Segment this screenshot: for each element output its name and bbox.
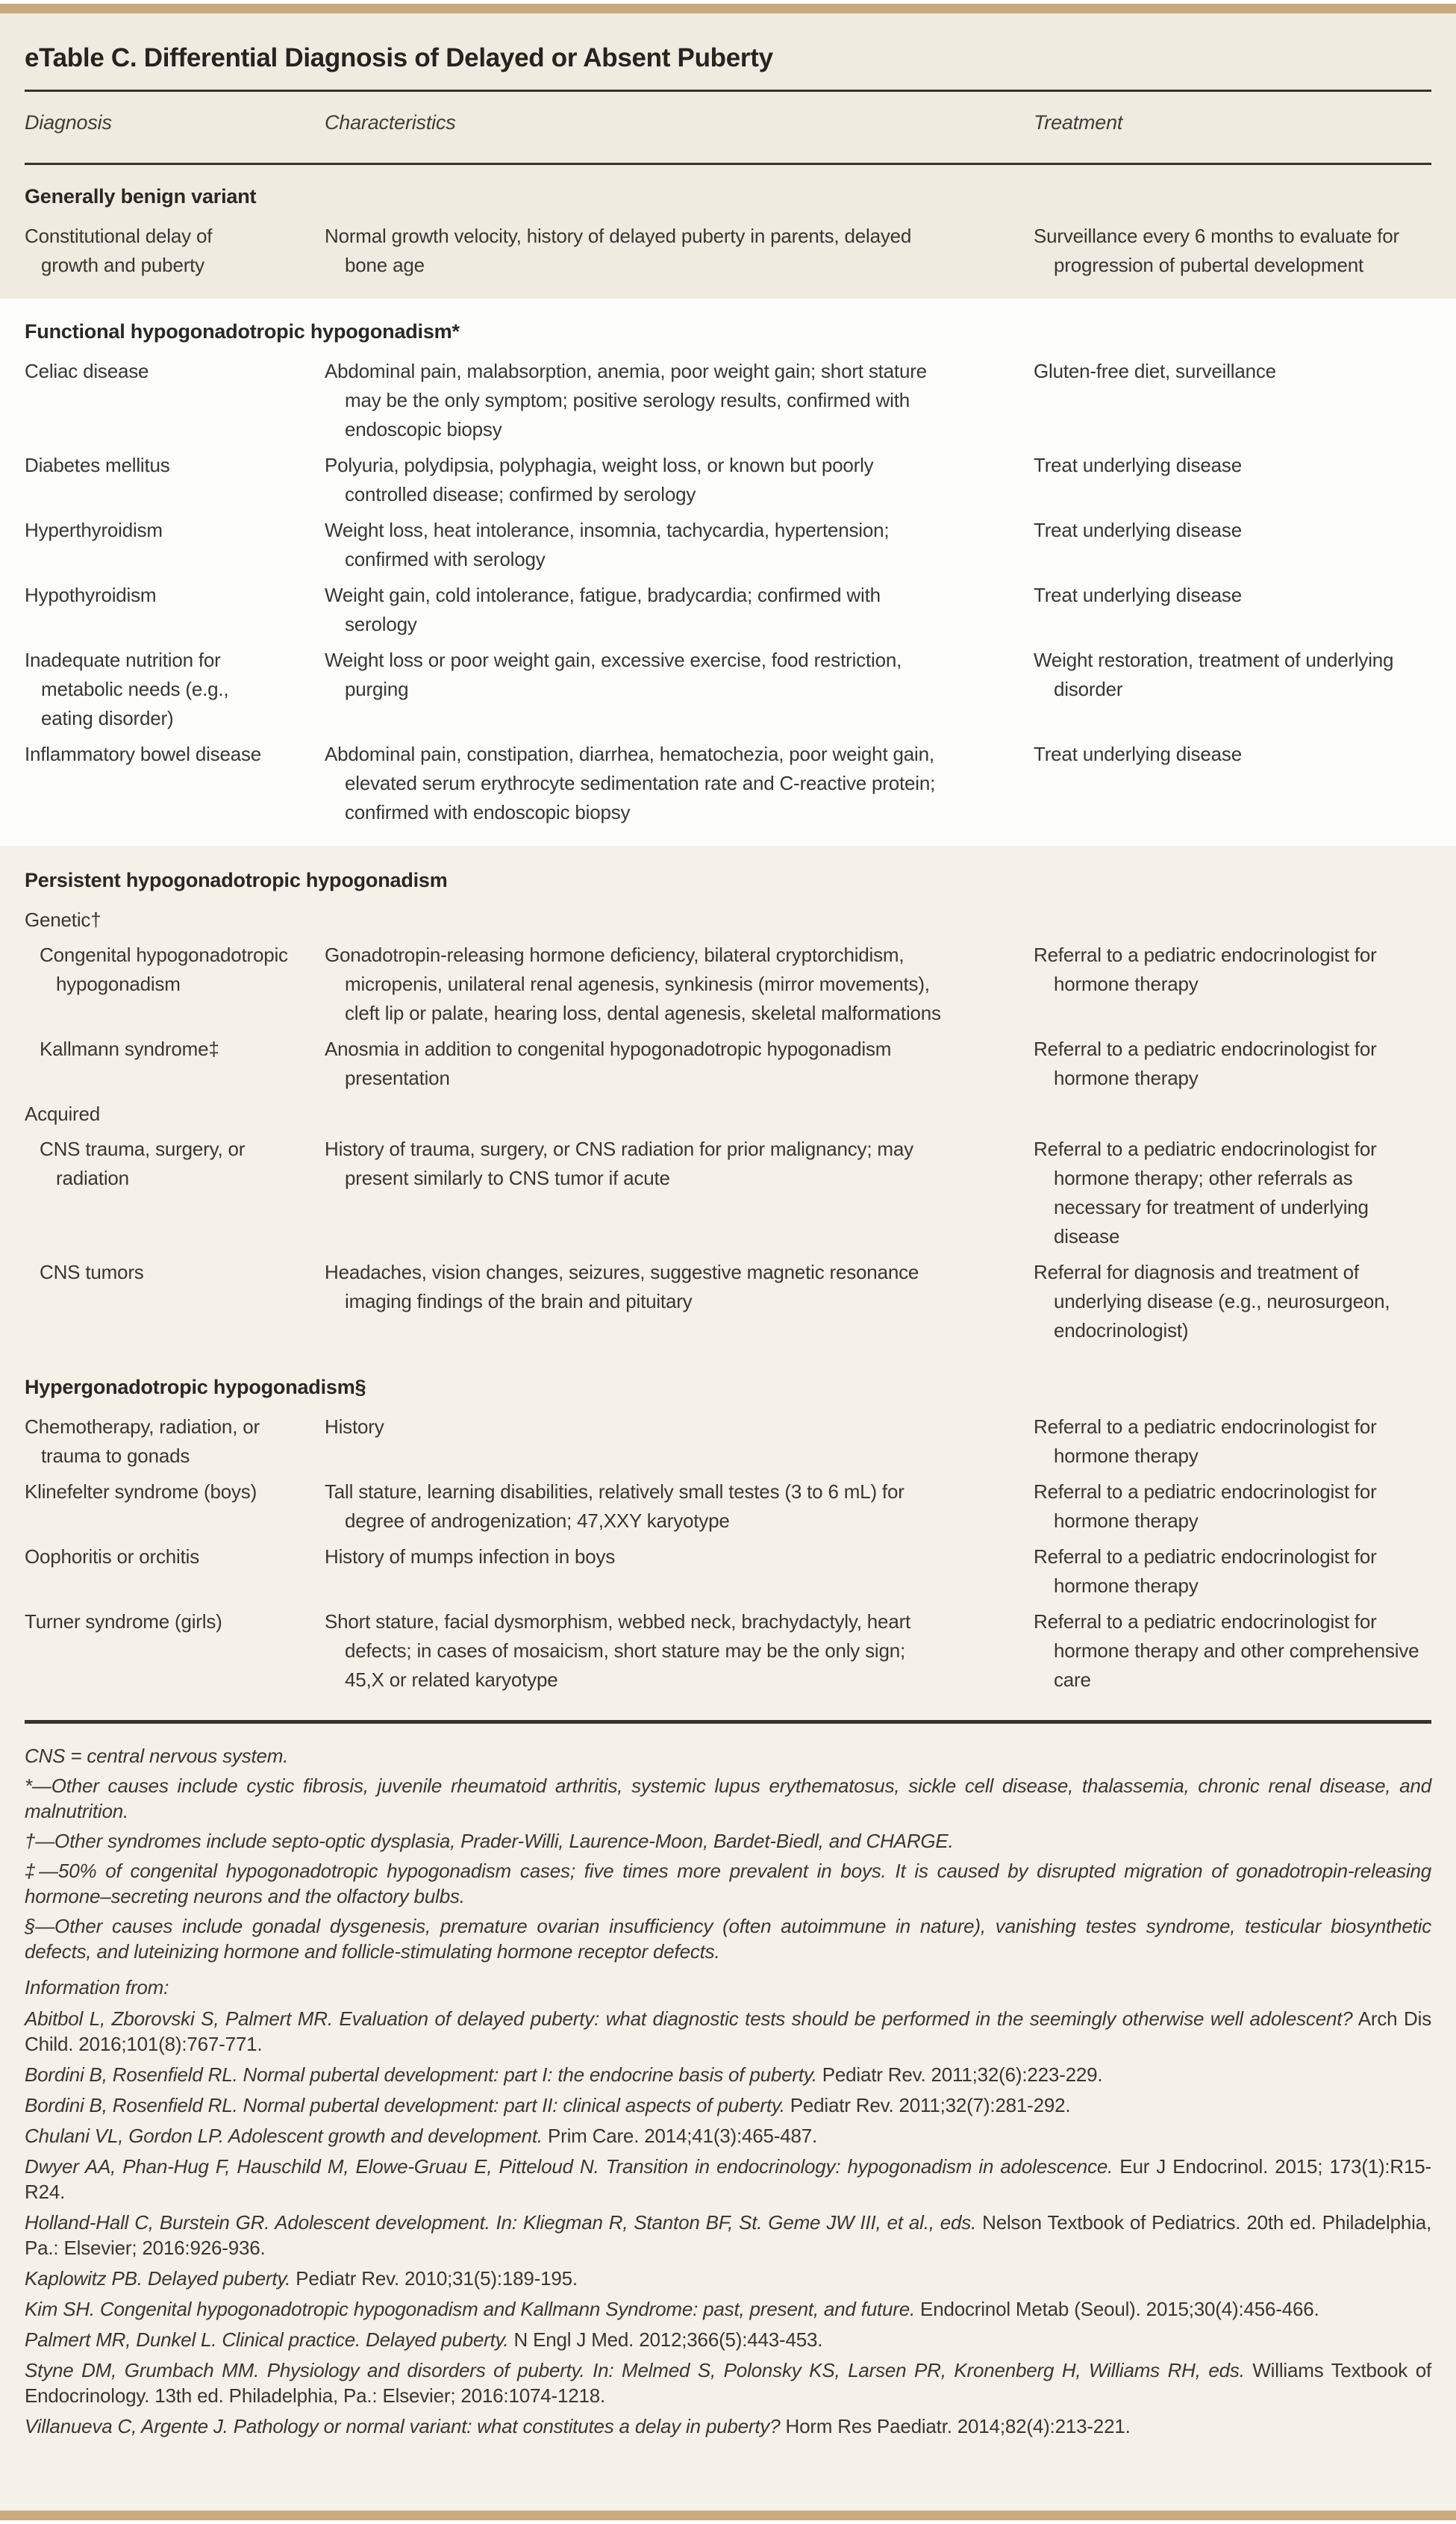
treatment-cell: Weight restoration, treatment of underlying disorder: [1034, 649, 1394, 700]
diagnosis-cell: Kallmann syndrome‡: [40, 1038, 219, 1060]
diagnosis-cell: CNS tumors: [40, 1261, 144, 1283]
diagnosis-cell: Inadequate nutrition for metabolic needs (e.g., eating disorder): [25, 649, 229, 729]
reference-item: Kim SH. Congenital hypogonadotropic hypogonadism and Kallmann Syndrome: past, present, and future. Endocrinol Metab (Seoul). 2015;30(4):456-466.: [25, 2298, 1319, 2320]
characteristics-cell: History of mumps infection in boys: [325, 1545, 616, 1568]
treatment-cell: Surveillance every 6 months to evaluate for progression of pubertal development: [1034, 225, 1399, 276]
diagnosis-cell: Congenital hypogonadotropic hypogonadism: [40, 944, 288, 995]
treatment-cell: Referral to a pediatric endocrinologist for hormone therapy and other comprehensive care: [1034, 1610, 1419, 1691]
column-header-characteristics: Characteristics: [325, 111, 456, 134]
table-row: [0, 740, 1456, 827]
header-rule: [25, 163, 1431, 165]
table-row: [0, 357, 1456, 444]
group-label-acquired: Acquired: [25, 1103, 101, 1125]
section-heading-benign-variant: Generally benign variant: [25, 185, 257, 208]
table-row: [0, 941, 1456, 1028]
treatment-cell: Referral to a pediatric endocrinologist for hormone therapy: [1034, 1480, 1377, 1532]
reference-item: Palmert MR, Dunkel L. Clinical practice. Delayed puberty. N Engl J Med. 2012;366(5):443-453.: [25, 2328, 823, 2351]
table-header-section: [0, 13, 1456, 299]
treatment-cell: Treat underlying disease: [1034, 743, 1242, 765]
characteristics-cell: Abdominal pain, constipation, diarrhea, hematochezia, poor weight gain, elevated serum erythrocyte sedimentation rate and C-reactive protein; confirmed with endoscopic biopsy: [325, 743, 936, 823]
group-label-genetic: Genetic†: [25, 909, 101, 931]
section-heading-functional: Functional hypogonadotropic hypogonadism*: [25, 320, 460, 343]
reference-item: Styne DM, Grumbach MM. Physiology and disorders of puberty. In: Melmed S, Polonsky KS, Larsen PR, Kronenberg H, Williams RH, eds. Williams Textbook of Endocrinology. 13th ed. Philadelphia, Pa.: Elsevier; 2016:1074-1218.: [25, 2359, 1431, 2407]
reference-item: Villanueva C, Argente J. Pathology or normal variant: what constitutes a delay in puberty? Horm Res Paediatr. 2014;82(4):213-221.: [25, 2415, 1131, 2437]
reference-item: Kaplowitz PB. Delayed puberty. Pediatr Rev. 2010;31(5):189-195.: [25, 2267, 578, 2290]
table-row: [0, 1412, 1456, 1471]
diagnosis-cell: Celiac disease: [25, 360, 149, 382]
diagnosis-cell: Oophoritis or orchitis: [25, 1545, 200, 1568]
information-from-label: Information from:: [25, 1976, 169, 1998]
diagnosis-cell: CNS trauma, surgery, or radiation: [40, 1138, 246, 1189]
reference-list: [0, 2006, 1456, 2439]
characteristics-cell: Tall stature, learning disabilities, relatively small testes (3 to 6 mL) for degree of androgenization; 47,XXY karyotype: [325, 1480, 904, 1532]
treatment-cell: Gluten-free diet, surveillance: [1034, 360, 1276, 382]
diagnosis-cell: Turner syndrome (girls): [25, 1610, 222, 1633]
footnote-section-mark: §—Other causes include gonadal dysgenesis, premature ovarian insufficiency (often autoimmune in nature), vanishing testes syndrome, testicular biosynthetic defects, and luteinizing hormone and follicle-stimulating hormone receptor defects.: [25, 1915, 1431, 1963]
treatment-cell: Referral to a pediatric endocrinologist for hormone therapy; other referrals as necessary for treatment of underlying disease: [1034, 1138, 1377, 1247]
diagnosis-cell: Hyperthyroidism: [25, 519, 163, 541]
bottom-border-band: [0, 2511, 1456, 2520]
table-row: [0, 222, 1456, 280]
treatment-cell: Referral to a pediatric endocrinologist for hormone therapy: [1034, 1038, 1377, 1089]
table-row: [0, 1135, 1456, 1251]
treatment-cell: Referral for diagnosis and treatment of underlying disease (e.g., neurosurgeon, endocrinologist): [1034, 1261, 1390, 1342]
footnote-rule: [25, 1720, 1431, 1724]
diagnosis-cell: Inflammatory bowel disease: [25, 743, 262, 765]
table-row: [0, 646, 1456, 733]
treatment-cell: Treat underlying disease: [1034, 519, 1242, 541]
characteristics-cell: History: [325, 1415, 384, 1438]
characteristics-cell: Headaches, vision changes, seizures, suggestive magnetic resonance imaging findings of the brain and pituitary: [325, 1261, 919, 1312]
column-header-row: [0, 92, 1456, 146]
characteristics-cell: Weight loss, heat intolerance, insomnia, tachycardia, hypertension; confirmed with serology: [325, 519, 890, 570]
treatment-cell: Treat underlying disease: [1034, 584, 1242, 606]
footnotes-block: [0, 1743, 1456, 2000]
diagnosis-cell: Hypothyroidism: [25, 584, 157, 606]
reference-item: Abitbol L, Zborovski S, Palmert MR. Evaluation of delayed puberty: what diagnostic tests should be performed in the seemingly otherwise well adolescent? Arch Dis Child. 2016;101(8):767-771.: [25, 2007, 1431, 2055]
table-row: [0, 516, 1456, 574]
section-heading-hypergonadotropic: Hypergonadotropic hypogonadism§: [25, 1376, 366, 1398]
table-row: [0, 451, 1456, 509]
reference-item: Chulani VL, Gordon LP. Adolescent growth and development. Prim Care. 2014;41(3):465-487.: [25, 2125, 818, 2147]
diagnosis-cell: Diabetes mellitus: [25, 454, 170, 476]
characteristics-cell: Polyuria, polydipsia, polyphagia, weight loss, or known but poorly controlled disease; confirmed by serology: [325, 454, 874, 505]
treatment-cell: Referral to a pediatric endocrinologist for hormone therapy: [1034, 944, 1377, 995]
diagnosis-cell: Klinefelter syndrome (boys): [25, 1480, 257, 1503]
reference-item: Bordini B, Rosenfield RL. Normal pubertal development: part II: clinical aspects of puberty. Pediatr Rev. 2011;32(7):281-292.: [25, 2094, 1071, 2116]
characteristics-cell: History of trauma, surgery, or CNS radiation for prior malignancy; may present similarly to CNS tumor if acute: [325, 1138, 913, 1189]
characteristics-cell: Weight loss or poor weight gain, excessive exercise, food restriction, purging: [325, 649, 902, 700]
section-heading-persistent: Persistent hypogonadotropic hypogonadism: [25, 869, 448, 891]
page-title: eTable C. Differential Diagnosis of Delayed or Absent Puberty: [25, 43, 773, 72]
table-row: [0, 1477, 1456, 1536]
treatment-cell: Referral to a pediatric endocrinologist for hormone therapy: [1034, 1545, 1377, 1597]
column-header-diagnosis: Diagnosis: [25, 111, 112, 134]
footnote-double-dagger: ‡—50% of congenital hypogonadotropic hypogonadism cases; five times more prevalent in boys. It is caused by disrupted migration of gonadotropin-releasing hormone–secreting neurons and the olfactory bulbs.: [25, 1860, 1431, 1907]
characteristics-cell: Weight gain, cold intolerance, fatigue, bradycardia; confirmed with serology: [325, 584, 881, 635]
table-row: [0, 1542, 1456, 1601]
reference-item: Bordini B, Rosenfield RL. Normal pubertal development: part I: the endocrine basis of puberty. Pediatr Rev. 2011;32(6):223-229.: [25, 2063, 1103, 2086]
characteristics-cell: Abdominal pain, malabsorption, anemia, poor weight gain; short stature may be the only symptom; positive serology results, confirmed with endoscopic biopsy: [325, 360, 927, 440]
diagnosis-cell: Constitutional delay of growth and puberty: [25, 225, 213, 276]
section-functional-hypogonadism: [0, 299, 1456, 846]
top-border-band: [0, 4, 1456, 13]
characteristics-cell: Anosmia in addition to congenital hypogonadotropic hypogonadism presentation: [325, 1038, 892, 1089]
table-row: [0, 581, 1456, 639]
treatment-cell: Treat underlying disease: [1034, 454, 1242, 476]
abbreviation-note: CNS = central nervous system.: [25, 1745, 289, 1767]
table-row: [0, 1258, 1456, 1345]
diagnosis-cell: Chemotherapy, radiation, or trauma to gonads: [25, 1415, 260, 1467]
table-row: [0, 1035, 1456, 1093]
characteristics-cell: Normal growth velocity, history of delayed puberty in parents, delayed bone age: [325, 225, 912, 276]
section-persistent-and-footer: [0, 846, 1456, 2511]
reference-item: Holland-Hall C, Burstein GR. Adolescent development. In: Kliegman R, Stanton BF, St. Geme JW III, et al., eds. Nelson Textbook of Pediatrics. 20th ed. Philadelphia, Pa.: Elsevier; 2016:926-936.: [25, 2211, 1431, 2259]
footnote-asterisk: *—Other causes include cystic fibrosis, juvenile rheumatoid arthritis, systemic lupus erythematosus, sickle cell disease, thalassemia, chronic renal disease, and malnutrition.: [25, 1774, 1431, 1822]
reference-item: Dwyer AA, Phan-Hug F, Hauschild M, Elowe-Gruau E, Pitteloud N. Transition in endocrinology: hypogonadism in adolescence. Eur J Endocrinol. 2015; 173(1):R15-R24.: [25, 2155, 1431, 2203]
footnote-dagger: †—Other syndromes include septo-optic dysplasia, Prader-Willi, Laurence-Moon, Bardet-Biedl, and CHARGE.: [25, 1830, 954, 1852]
column-header-treatment: Treatment: [1034, 111, 1123, 134]
characteristics-cell: Short stature, facial dysmorphism, webbed neck, brachydactyly, heart defects; in cases of mosaicism, short stature may be the only sign; 45,X or related karyotype: [325, 1610, 911, 1691]
characteristics-cell: Gonadotropin-releasing hormone deficiency, bilateral cryptorchidism, micropenis, unilateral renal agenesis, synkinesis (mirror movements), cleft lip or palate, hearing loss, dental agenesis, skeletal malformations: [325, 944, 941, 1024]
treatment-cell: Referral to a pediatric endocrinologist for hormone therapy: [1034, 1415, 1377, 1467]
table-row: [0, 1607, 1456, 1695]
